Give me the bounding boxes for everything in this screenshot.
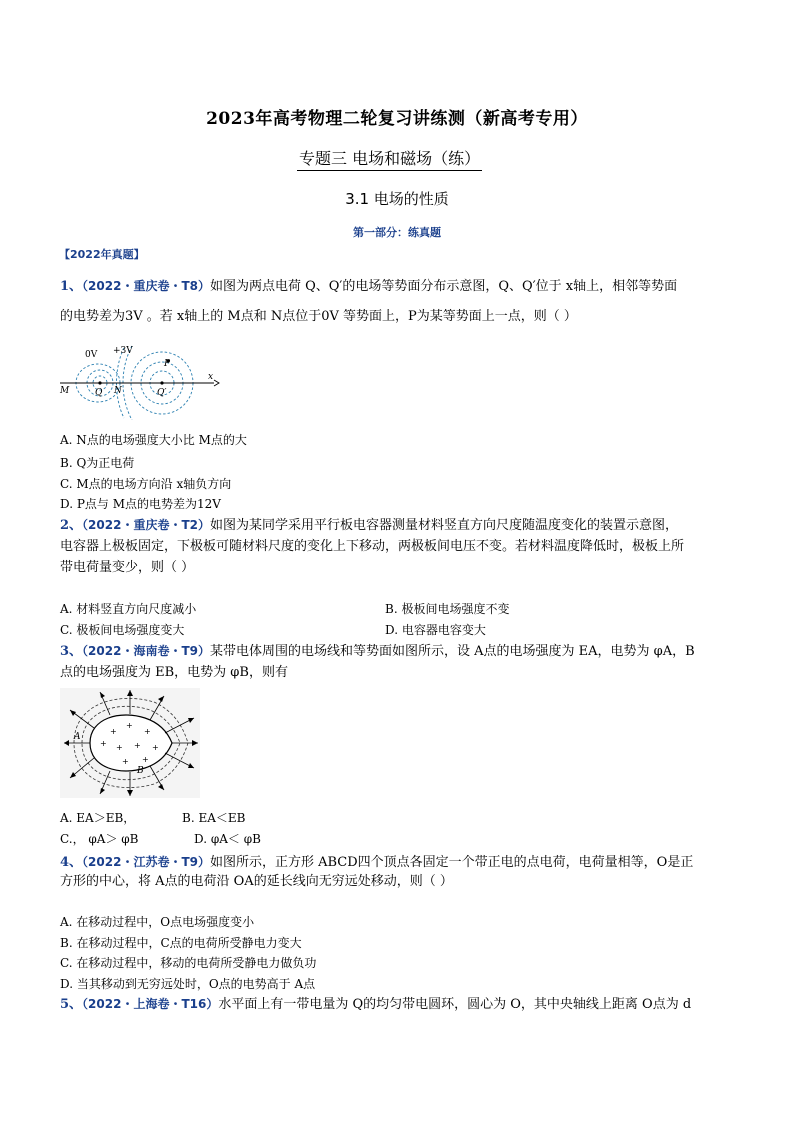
svg-text:+: + [100,739,107,748]
svg-text:+: + [110,727,117,736]
q4-stem-line2: 方形的中心，将 A点的电荷沿 OA的延长线向无穷远处移动，则（ ） [60,874,453,889]
svg-text:+: + [122,757,129,766]
svg-text:+: + [142,755,149,764]
q3-fig-label-a: A [74,732,81,742]
document-title: 2023年高考物理二轮复习讲练测（新高考专用） [206,109,588,129]
q2-option-d: D. 电容器电容变大 [385,623,486,637]
q1-fig-label-n: N [114,386,122,396]
svg-text:+: + [134,741,141,750]
q3-option-b: B. EA＜EB [182,811,246,825]
q2-number: 2、 [60,518,83,533]
section-heading: 3.1 电场的性质 [345,190,449,208]
q4-stem-line1 [60,853,693,872]
q1-fig-label-q: Q [95,388,103,398]
q3-stem-line2: 点的电场强度为 EB，电势为 φB，则有 [60,665,288,680]
q4-text-1: 如图所示，正方形 ABCD四个顶点各固定一个带正电的点电荷，电荷量相等，O是正 [209,855,694,870]
q5-stem-line1 [60,995,691,1014]
svg-text:+: + [152,743,159,752]
q1-option-b: B. Q为正电荷 [60,456,135,470]
q1-fig-label-x: x [208,372,214,382]
q1-fig-label-0v: 0V [85,350,98,360]
q3-option-a: A. EA＞EB， [60,811,136,825]
q2-stem-line2: 电容器上极板固定，下极板可随材料尺度的变化上下移动，两极板间电压不变。若材料温度降低时，极板上所 [60,539,685,554]
q3-source: （2022・海南卷・T9） [82,644,210,658]
q4-option-d: D. 当其移动到无穷远处时，O点的电势高于 A点 [60,977,316,991]
q3-field-lines-figure [60,688,200,798]
q1-equipotential-figure [58,338,223,420]
q2-option-a: A. 材料竖直方向尺度减小 [60,602,197,616]
q1-number: 1、 [60,279,83,294]
q5-text-1: 水平面上有一带电量为 Q的均匀带电圆环，圆心为 O，其中央轴线上距离 O点为 d [218,997,692,1012]
q1-option-d: D. P点与 M点的电势差为12V [60,497,221,511]
q4-source: （2022・江苏卷・T9） [82,855,210,869]
q2-stem-line3: 带电荷量变少，则（ ） [60,560,195,575]
q3-fig-label-b: B [137,766,144,776]
svg-text:+: + [126,721,133,730]
q3-number: 3、 [60,644,83,659]
q2-source: （2022・重庆卷・T2） [82,518,210,532]
q1-option-c: C. M点的电场方向沿 x轴负方向 [60,477,232,491]
q1-fig-label-p: P [164,359,171,369]
q2-option-c: C. 极板间电场强度变大 [60,623,185,637]
q1-fig-label-3v: +3V [113,346,133,356]
q1-source: （2022・重庆卷・T8） [82,279,210,293]
q5-source: （2022・上海卷・T16） [82,997,219,1011]
q4-option-c: C. 在移动过程中，移动的电荷所受静电力做负功 [60,956,317,970]
q1-text-1: 如图为两点电荷 Q、Q′的电场等势面分布示意图，Q、Q′位于 x轴上，相邻等势面 [209,279,678,294]
q2-stem-line1 [60,516,678,535]
q4-number: 4、 [60,855,83,870]
q1-stem-line2: 的电势差为3V 。若 x轴上的 M点和 N点位于0V 等势面上，P为某等势面上一点，则（ ） [60,309,577,324]
q1-fig-label-m: M [60,386,70,396]
q3-stem-line1 [60,642,695,661]
q1-option-a: A. N点的电场强度大小比 M点的大 [60,433,247,447]
q3-option-d: D. φA＜ φB [194,832,261,846]
svg-text:+: + [116,743,123,752]
year-tag: 【2022年真题】 [59,248,145,261]
svg-text:+: + [144,727,151,736]
q3-option-c: C.， φA＞ φB [60,832,139,846]
q2-text-1: 如图为某同学采用平行板电容器测量材料竖直方向尺度随温度变化的装置示意图， [209,518,678,533]
q5-number: 5、 [60,997,83,1012]
q3-text-1: 某带电体周围的电场线和等势面如图所示，设 A点的电场强度为 EA，电势为 φA，B [209,644,695,659]
q4-option-b: B. 在移动过程中，C点的电荷所受静电力变大 [60,936,302,950]
q2-option-b: B. 极板间电场强度不变 [385,602,510,616]
q4-option-a: A. 在移动过程中，O点电场强度变小 [60,915,255,929]
part-heading: 第一部分：练真题 [353,226,441,239]
topic-subtitle: 专题三 电场和磁场（练） [297,146,482,171]
q1-fig-label-qprime: Q′ [157,388,167,398]
q1-stem-line1 [60,277,677,296]
